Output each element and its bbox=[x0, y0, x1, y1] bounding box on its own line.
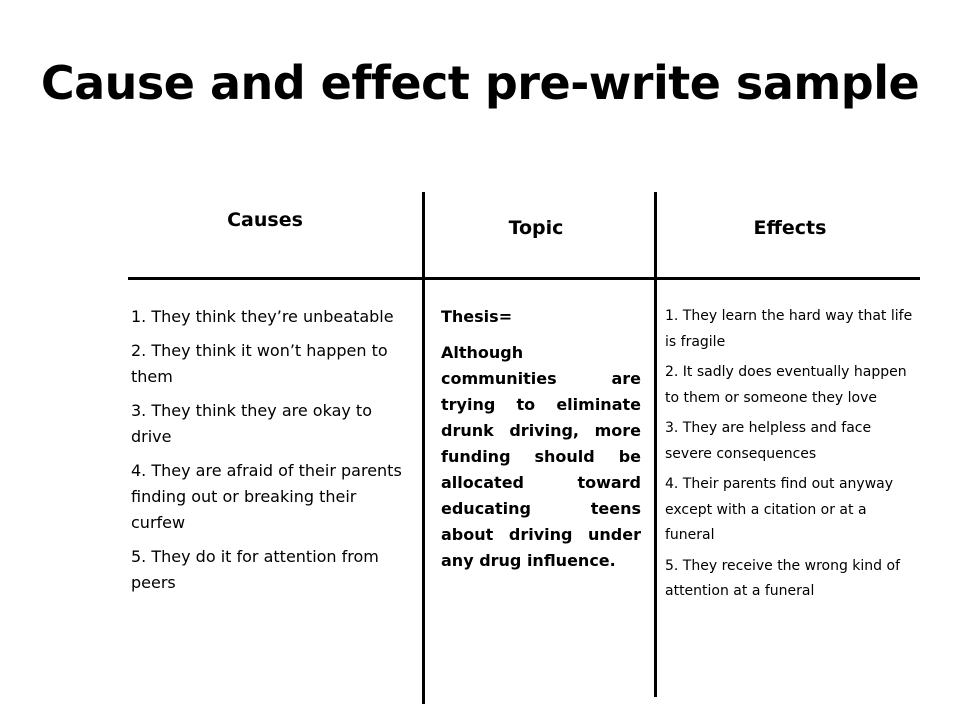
column-divider-right bbox=[654, 192, 657, 697]
topic-header: Topic bbox=[508, 217, 564, 239]
cause-item: 2. They think it won’t happen to them bbox=[131, 341, 388, 386]
cause-item: 4. They are afraid of their parents finding out or breaking their curfew bbox=[131, 461, 402, 532]
effect-item: 4. Their parents find out anyway except with a citation or at a funeral bbox=[665, 476, 894, 543]
thesis-text: Although communities are trying to eliminate drunk driving, more funding should be allocated toward educating teens about driving under any drug influence. bbox=[441, 343, 641, 570]
causes-column bbox=[131, 304, 406, 604]
causes-header: Causes bbox=[227, 209, 303, 231]
effect-item: 1. They learn the hard way that life is fragile bbox=[665, 308, 913, 350]
effect-item: 5. They receive the wrong kind of attention at a funeral bbox=[665, 557, 900, 599]
column-divider-left bbox=[422, 192, 425, 704]
topic-column bbox=[441, 304, 641, 574]
page-title: Cause and effect pre-write sample bbox=[40, 56, 920, 110]
header-divider-line bbox=[128, 277, 920, 280]
effects-column bbox=[665, 304, 915, 610]
cause-item: 3. They think they are okay to drive bbox=[131, 401, 372, 446]
cause-item: 1. They think they’re unbeatable bbox=[131, 307, 394, 326]
thesis-label: Thesis= bbox=[441, 307, 513, 326]
effect-item: 3. They are helpless and face severe consequences bbox=[665, 420, 872, 462]
effect-item: 2. It sadly does eventually happen to them or someone they love bbox=[665, 364, 907, 406]
cause-item: 5. They do it for attention from peers bbox=[131, 547, 379, 592]
effects-header: Effects bbox=[753, 217, 827, 239]
